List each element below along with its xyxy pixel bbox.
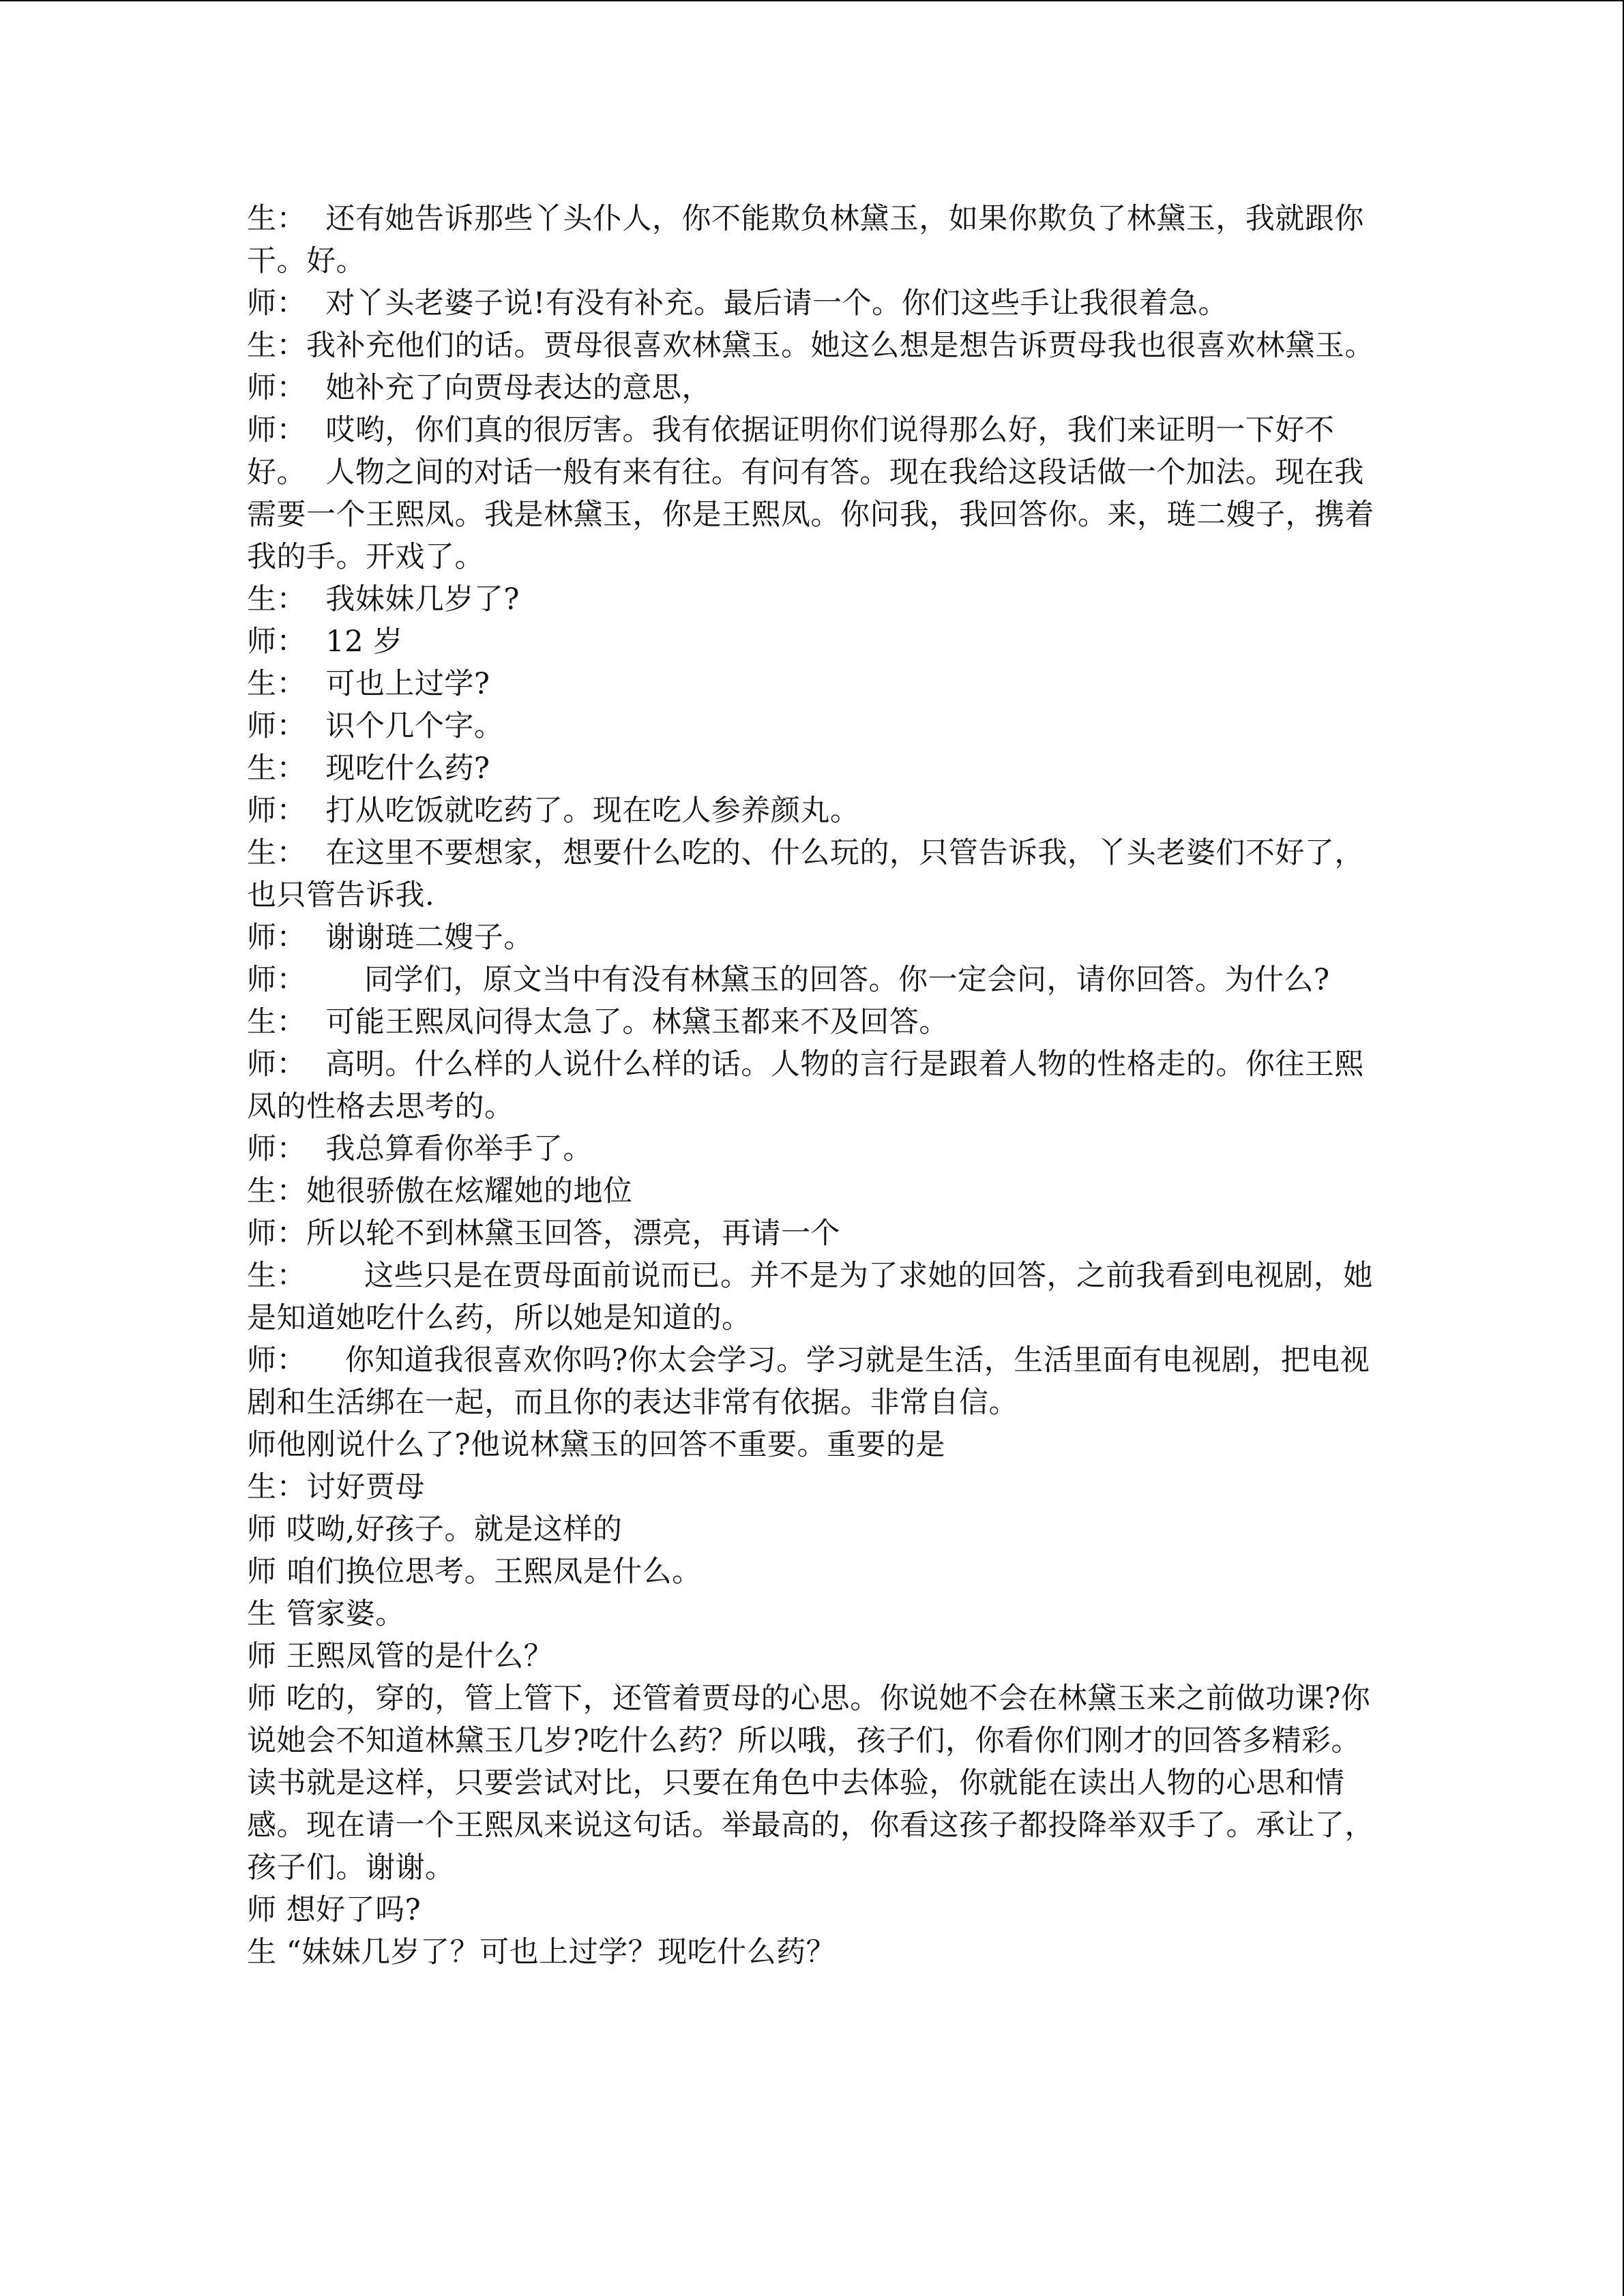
dialogue-line: 师： 对丫头老婆子说!有没有补充。最后请一个。你们这些手让我很着急。: [247, 286, 1228, 320]
dialogue-line: 师 咱们换位思考。王熙凤是什么。: [247, 1555, 702, 1589]
dialogue-line: 师：所以轮不到林黛玉回答，漂亮，再请一个: [247, 1217, 840, 1251]
dialogue-line: 师： 识个几个字。: [247, 709, 504, 743]
dialogue-line: 生 “妹妹几岁了？可也上过学？现吃什么药？: [247, 1935, 836, 1969]
dialogue-line: 生： 这些只是在贾母面前说而已。并不是为了求她的回答，之前我看到电视剧，她是知道她吃什么药，所以她是知道的。: [247, 1259, 1374, 1335]
page-top-border: [0, 0, 1624, 1]
dialogue-line: 师他刚说什么了?他说林黛玉的回答不重要。重要的是: [247, 1428, 946, 1462]
dialogue-line: 生：她很骄傲在炫耀她的地位: [247, 1174, 633, 1208]
dialogue-line: 生： 在这里不要想家，想要什么吃的、什么玩的，只管告诉我，丫头老婆们不好了，也只管告诉我.: [247, 836, 1364, 912]
document-body: [247, 198, 1379, 1973]
dialogue-line: 生： 可也上过学?: [247, 667, 490, 701]
dialogue-line: 师： 12 岁: [247, 625, 403, 659]
dialogue-line: 生 管家婆。: [247, 1597, 405, 1631]
dialogue-line: 师： 打从吃饭就吃药了。现在吃人参养颜丸。: [247, 794, 860, 828]
dialogue-line: 师 王熙凤管的是什么？: [247, 1639, 554, 1673]
dialogue-line: 生： 我妹妹几岁了?: [247, 582, 520, 616]
dialogue-line: 师 想好了吗?: [247, 1893, 422, 1927]
dialogue-line: 生：我补充他们的话。贾母很喜欢林黛玉。她这么想是想告诉贾母我也很喜欢林黛玉。: [247, 329, 1374, 363]
dialogue-line: 生： 可能王熙凤问得太急了。林黛玉都来不及回答。: [247, 1005, 949, 1039]
dialogue-line: 师 哎呦,好孩子。就是这样的: [247, 1512, 623, 1547]
dialogue-line: 生： 还有她告诉那些丫头仆人，你不能欺负林黛玉，如果你欺负了林黛玉，我就跟你干。好。: [247, 202, 1364, 278]
dialogue-line: 生：讨好贾母: [247, 1470, 425, 1504]
dialogue-line: 师： 谢谢琏二嫂子。: [247, 921, 533, 955]
dialogue-line: 生： 现吃什么药?: [247, 751, 490, 786]
dialogue-line: 师： 她补充了向贾母表达的意思，: [247, 371, 711, 405]
dialogue-line: 师： 我总算看你举手了。: [247, 1132, 593, 1166]
dialogue-line: 师 吃的，穿的，管上管下，还管着贾母的心思。你说她不会在林黛玉来之前做功课?你说她会不知道林黛玉几岁?吃什么药？所以哦，孩子们，你看你们刚才的回答多精彩。读书就是这样，只要尝试对比，只要在角色中去体验，你就能在读出人物的心思和情感。现在请一个王熙凤来说这句话。举最高的，你看这孩子都投降举双手了。承让了，孩子们。谢谢。: [247, 1682, 1374, 1885]
dialogue-line: 师： 高明。什么样的人说什么样的话。人物的言行是跟着人物的性格走的。你往王熙凤的性格去思考的。: [247, 1047, 1364, 1124]
dialogue-line: 师： 哎哟，你们真的很厉害。我有依据证明你们说得那么好，我们来证明一下好不好。 人物之间的对话一般有来有往。有问有答。现在我给这段话做一个加法。现在我需要一个王熙凤。我是林黛玉，你是王熙凤。你问我，我回答你。来，琏二嫂子，携着我的手。开戏了。: [247, 413, 1374, 574]
dialogue-line: 师： 你知道我很喜欢你吗?你太会学习。学习就是生活，生活里面有电视剧，把电视剧和生活绑在一起，而且你的表达非常有依据。非常自信。: [247, 1343, 1370, 1420]
dialogue-line: 师： 同学们，原文当中有没有林黛玉的回答。你一定会问，请你回答。为什么?: [247, 963, 1330, 997]
